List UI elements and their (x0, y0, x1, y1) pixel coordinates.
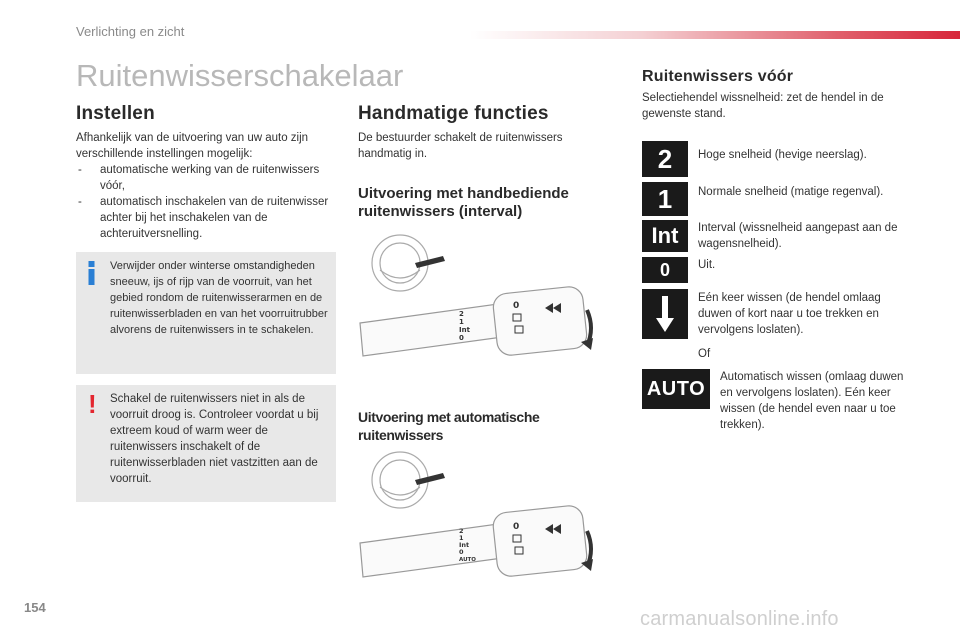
lever-mark: 2 (459, 310, 464, 318)
auto-icon: AUTO (642, 369, 710, 409)
speed-off-text: Uit. (698, 259, 716, 271)
info-box (76, 252, 336, 374)
warning-box-text: Schakel de ruitenwissers niet in als de voorruit droog is. Controleer voordat u bij extreem koud of warm weer de ruitenwissers inschakelt of de ruitenwisserbladen niet vastzitten aan de voorruit. (110, 393, 319, 485)
speed-1-icon: 1 (642, 182, 688, 216)
page-number: 154 (24, 600, 46, 615)
lever-mark: 0 (459, 548, 464, 556)
speed-off-icon: 0 (642, 257, 688, 283)
lever-mark: 2 (459, 527, 464, 535)
info-icon (88, 261, 95, 285)
header-accent-bar (470, 31, 960, 39)
warning-box (76, 385, 336, 502)
lever-mark: 0 (459, 334, 464, 342)
svg-text:0: 0 (513, 522, 520, 532)
or-label: Of (698, 348, 711, 360)
speed-2-text: Hoge snelheid (hevige neerslag). (698, 149, 867, 161)
warning-icon: ! (88, 389, 97, 419)
auto-wipe-text: Automatisch wissen (omlaag duwen en vervolgens loslaten). Eén keer wissen (de hendel even naar u toe trekken). (720, 371, 904, 431)
single-wipe-text: Eén keer wissen (de hendel omlaag duwen of kort naar u toe trekken en vervolgens loslaten). (698, 292, 881, 336)
subtitle-automatic: Uitvoering met automatische ruitenwissers (358, 409, 540, 443)
wiper-stalk-illustration-interval (355, 228, 605, 368)
subtitle-interval: Uitvoering met handbediende ruitenwissers (interval) (358, 185, 569, 220)
watermark: carmanualsonline.info (640, 608, 839, 630)
speed-int-text: Interval (wissnelheid aangepast aan de wagensnelheid). (698, 222, 898, 250)
lever-mark: 1 (459, 534, 464, 542)
page-title: Ruitenwisserschakelaar (76, 58, 404, 93)
lever-mark: Int (459, 541, 470, 549)
wiper-stalk-illustration-automatic (355, 445, 605, 585)
list-item: - automatische werking van de ruitenwissers vóór, (76, 162, 338, 194)
section-title-handmatig: Handmatige functies (358, 103, 549, 124)
instellen-body (76, 130, 338, 242)
lever-mark: 1 (459, 318, 464, 326)
lever-mark: Int (459, 326, 470, 334)
down-arrow-icon (642, 289, 688, 339)
instellen-intro: Afhankelijk van de uitvoering van uw auto zijn verschillende instellingen mogelijk: (76, 132, 309, 160)
speed-int-icon: Int (642, 220, 688, 252)
speed-1-text: Normale snelheid (matige regenval). (698, 186, 884, 198)
speed-2-icon: 2 (642, 141, 688, 177)
info-box-text: Verwijder onder winterse omstandigheden sneeuw, ijs of rijp van de voorruit, van het gebied rondom de ruitenwisserarmen en de ruitenwisserbladen en van het voorruitrubber alvorens de ruitenwissers in te schakelen. (110, 260, 328, 336)
chapter-title: Verlichting en zicht (76, 24, 185, 39)
section-title-instellen: Instellen (76, 103, 155, 124)
voor-intro: Selectiehendel wissnelheid: zet de hendel in de gewenste stand. (642, 92, 884, 120)
instellen-list (76, 162, 338, 242)
list-item: - automatisch inschakelen van de ruitenwisser achter bij het inschakelen van de achteruitversnelling. (76, 194, 338, 242)
handmatig-intro: De bestuurder schakelt de ruitenwissers handmatig in. (358, 132, 563, 160)
svg-text:0: 0 (513, 301, 520, 311)
section-title-voor: Ruitenwissers vóór (642, 68, 794, 85)
lever-mark: AUTO (459, 557, 476, 563)
